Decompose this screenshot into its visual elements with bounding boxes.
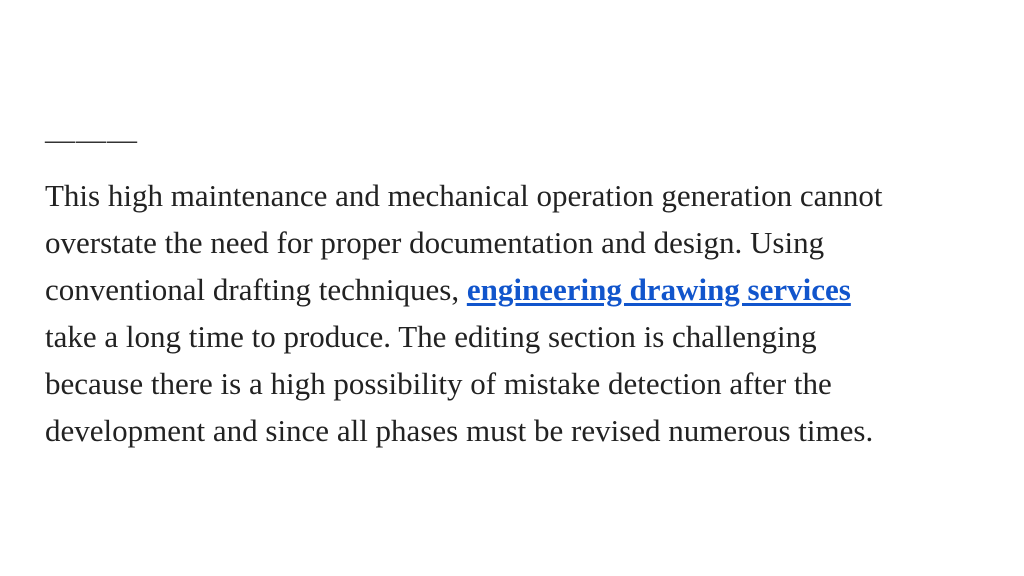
- paragraph-line-2: overstate the need for proper documentation and design. Using: [45, 225, 825, 260]
- paragraph-line-5: because there is a high possibility of mistake detection after the: [45, 366, 832, 401]
- section-divider: ———: [45, 123, 138, 156]
- paragraph-line-3: [45, 266, 985, 313]
- paragraph-line-1: This high maintenance and mechanical operation generation cannot: [45, 178, 883, 213]
- body-paragraph: [45, 172, 985, 454]
- paragraph-line-4: take a long time to produce. The editing section is challenging: [45, 319, 817, 354]
- engineering-drawing-services-link[interactable]: engineering drawing services: [466, 272, 851, 307]
- paragraph-line-3-text: conventional drafting techniques,: [45, 272, 467, 307]
- paragraph-line-6: development and since all phases must be revised numerous times.: [45, 413, 874, 448]
